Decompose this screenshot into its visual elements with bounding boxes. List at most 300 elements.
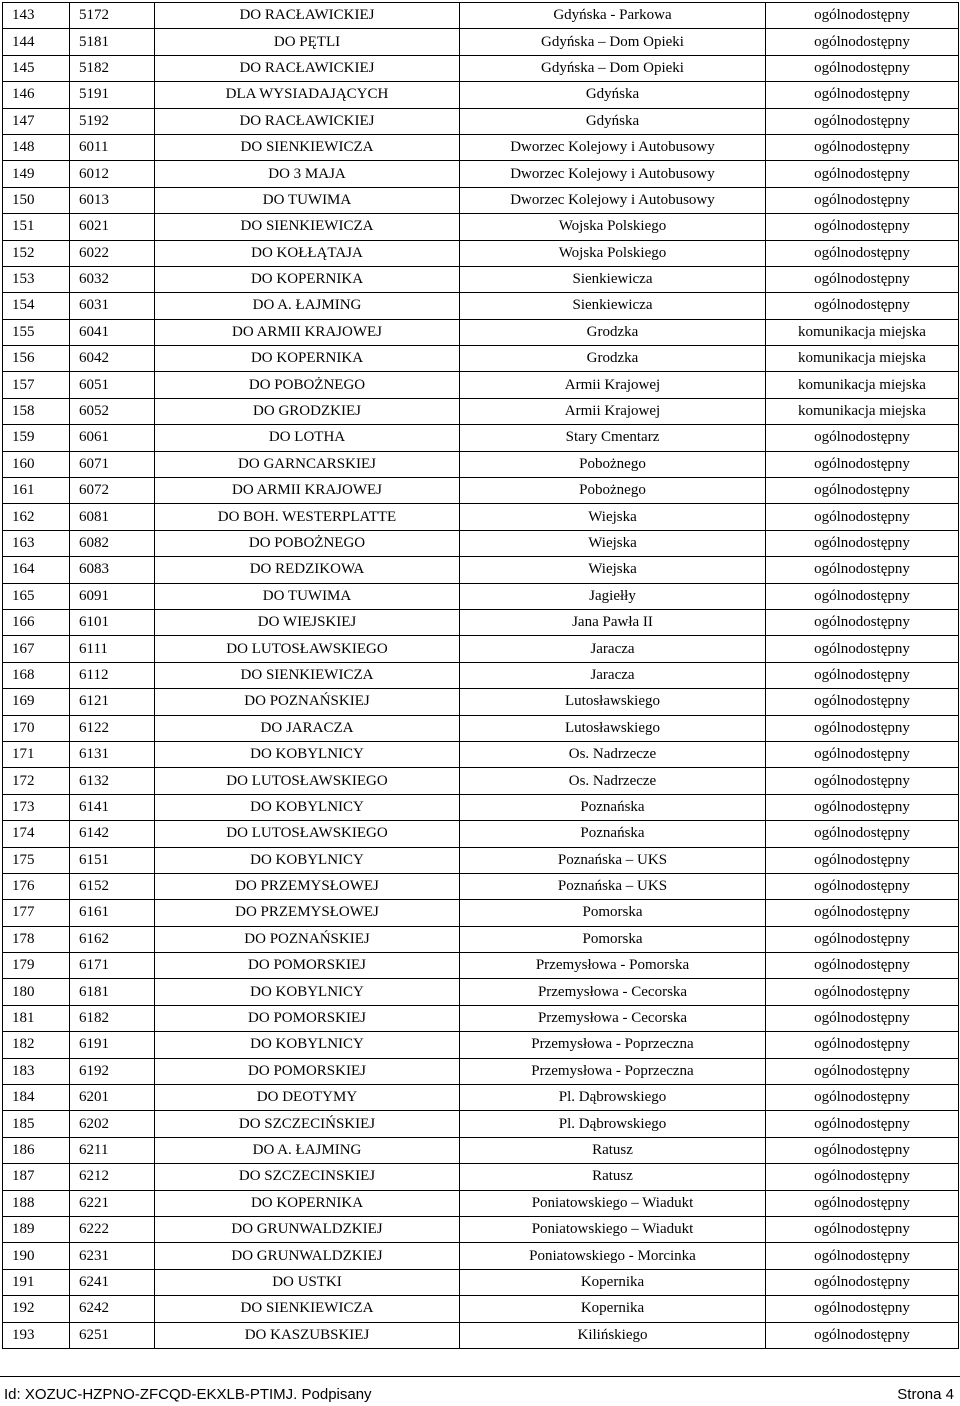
direction-cell: DO KOPERNIKA xyxy=(155,1190,460,1216)
access-type-cell: ogólnodostępny xyxy=(766,1111,959,1137)
table-row xyxy=(3,557,959,583)
access-type-cell: ogólnodostępny xyxy=(766,1296,959,1322)
row-number-cell: 189 xyxy=(3,1216,70,1242)
row-number-cell: 167 xyxy=(3,636,70,662)
stop-code-cell: 6122 xyxy=(70,715,155,741)
row-number-cell: 165 xyxy=(3,583,70,609)
table-row xyxy=(3,741,959,767)
direction-cell: DO A. ŁAJMING xyxy=(155,1137,460,1163)
table-row xyxy=(3,478,959,504)
table-row xyxy=(3,425,959,451)
access-type-cell: ogólnodostępny xyxy=(766,1085,959,1111)
street-cell: Przemysłowa - Cecorska xyxy=(460,1005,766,1031)
access-type-cell: ogólnodostępny xyxy=(766,134,959,160)
street-cell: Wiejska xyxy=(460,557,766,583)
table-row xyxy=(3,900,959,926)
street-cell: Poznańska – UKS xyxy=(460,847,766,873)
access-type-cell: ogólnodostępny xyxy=(766,794,959,820)
access-type-cell: ogólnodostępny xyxy=(766,847,959,873)
street-cell: Ratusz xyxy=(460,1164,766,1190)
row-number-cell: 168 xyxy=(3,662,70,688)
direction-cell: DO SIENKIEWICZA xyxy=(155,662,460,688)
row-number-cell: 176 xyxy=(3,873,70,899)
page-number: Strona 4 xyxy=(897,1386,954,1403)
table-row xyxy=(3,346,959,372)
access-type-cell: ogólnodostępny xyxy=(766,557,959,583)
access-type-cell: ogólnodostępny xyxy=(766,1058,959,1084)
table-row xyxy=(3,609,959,635)
row-number-cell: 154 xyxy=(3,293,70,319)
street-cell: Gdyńska – Dom Opieki xyxy=(460,55,766,81)
row-number-cell: 143 xyxy=(3,3,70,29)
stop-code-cell: 5181 xyxy=(70,29,155,55)
direction-cell: DO JARACZA xyxy=(155,715,460,741)
row-number-cell: 157 xyxy=(3,372,70,398)
footer-divider xyxy=(0,1376,960,1377)
street-cell: Poznańska xyxy=(460,821,766,847)
direction-cell: DO LUTOSŁAWSKIEGO xyxy=(155,636,460,662)
direction-cell: DO WIEJSKIEJ xyxy=(155,609,460,635)
access-type-cell: ogólnodostępny xyxy=(766,1032,959,1058)
street-cell: Ratusz xyxy=(460,1137,766,1163)
street-cell: Kopernika xyxy=(460,1269,766,1295)
stop-code-cell: 6212 xyxy=(70,1164,155,1190)
row-number-cell: 178 xyxy=(3,926,70,952)
street-cell: Sienkiewicza xyxy=(460,266,766,292)
stop-code-cell: 6202 xyxy=(70,1111,155,1137)
row-number-cell: 148 xyxy=(3,134,70,160)
access-type-cell: ogólnodostępny xyxy=(766,953,959,979)
street-cell: Gdyńska - Parkowa xyxy=(460,3,766,29)
table-row xyxy=(3,1243,959,1269)
stop-code-cell: 6111 xyxy=(70,636,155,662)
street-cell: Dworzec Kolejowy i Autobusowy xyxy=(460,134,766,160)
row-number-cell: 149 xyxy=(3,161,70,187)
direction-cell: DO GRODZKIEJ xyxy=(155,398,460,424)
row-number-cell: 187 xyxy=(3,1164,70,1190)
access-type-cell: ogólnodostępny xyxy=(766,1216,959,1242)
direction-cell: DO TUWIMA xyxy=(155,187,460,213)
row-number-cell: 181 xyxy=(3,1005,70,1031)
direction-cell: DO A. ŁAJMING xyxy=(155,293,460,319)
direction-cell: DO PRZEMYSŁOWEJ xyxy=(155,900,460,926)
street-cell: Jana Pawła II xyxy=(460,609,766,635)
access-type-cell: ogólnodostępny xyxy=(766,82,959,108)
access-type-cell: ogólnodostępny xyxy=(766,214,959,240)
table-row xyxy=(3,662,959,688)
access-type-cell: ogólnodostępny xyxy=(766,1137,959,1163)
access-type-cell: ogólnodostępny xyxy=(766,1243,959,1269)
stop-code-cell: 6061 xyxy=(70,425,155,451)
access-type-cell: ogólnodostępny xyxy=(766,821,959,847)
direction-cell: DO ARMII KRAJOWEJ xyxy=(155,319,460,345)
direction-cell: DO SIENKIEWICZA xyxy=(155,134,460,160)
access-type-cell: ogólnodostępny xyxy=(766,926,959,952)
stop-code-cell: 6222 xyxy=(70,1216,155,1242)
row-number-cell: 177 xyxy=(3,900,70,926)
table-row xyxy=(3,82,959,108)
table-row xyxy=(3,926,959,952)
stop-code-cell: 5191 xyxy=(70,82,155,108)
stop-code-cell: 6161 xyxy=(70,900,155,926)
row-number-cell: 190 xyxy=(3,1243,70,1269)
stop-code-cell: 6042 xyxy=(70,346,155,372)
street-cell: Pl. Dąbrowskiego xyxy=(460,1085,766,1111)
row-number-cell: 172 xyxy=(3,768,70,794)
direction-cell: DO POBOŻNEGO xyxy=(155,372,460,398)
access-type-cell: ogólnodostępny xyxy=(766,741,959,767)
table-row xyxy=(3,1005,959,1031)
row-number-cell: 191 xyxy=(3,1269,70,1295)
table-row xyxy=(3,873,959,899)
access-type-cell: ogólnodostępny xyxy=(766,1269,959,1295)
stop-code-cell: 6151 xyxy=(70,847,155,873)
access-type-cell: ogólnodostępny xyxy=(766,873,959,899)
street-cell: Wiejska xyxy=(460,504,766,530)
row-number-cell: 180 xyxy=(3,979,70,1005)
row-number-cell: 174 xyxy=(3,821,70,847)
bus-stops-table-body xyxy=(3,3,959,1349)
table-row xyxy=(3,161,959,187)
stop-code-cell: 6192 xyxy=(70,1058,155,1084)
street-cell: Pobożnego xyxy=(460,478,766,504)
row-number-cell: 151 xyxy=(3,214,70,240)
direction-cell: DO POBOŻNEGO xyxy=(155,530,460,556)
direction-cell: DO RACŁAWICKIEJ xyxy=(155,3,460,29)
stop-code-cell: 5182 xyxy=(70,55,155,81)
row-number-cell: 144 xyxy=(3,29,70,55)
direction-cell: DO POMORSKIEJ xyxy=(155,1005,460,1031)
access-type-cell: ogólnodostępny xyxy=(766,530,959,556)
access-type-cell: ogólnodostępny xyxy=(766,29,959,55)
access-type-cell: komunikacja miejska xyxy=(766,372,959,398)
direction-cell: DO KOBYLNICY xyxy=(155,847,460,873)
direction-cell: DO KASZUBSKIEJ xyxy=(155,1322,460,1348)
stop-code-cell: 6052 xyxy=(70,398,155,424)
stop-code-cell: 6171 xyxy=(70,953,155,979)
row-number-cell: 184 xyxy=(3,1085,70,1111)
table-row xyxy=(3,187,959,213)
row-number-cell: 152 xyxy=(3,240,70,266)
access-type-cell: ogólnodostępny xyxy=(766,504,959,530)
table-row xyxy=(3,979,959,1005)
stop-code-cell: 6081 xyxy=(70,504,155,530)
direction-cell: DO ARMII KRAJOWEJ xyxy=(155,478,460,504)
stop-code-cell: 6182 xyxy=(70,1005,155,1031)
direction-cell: DO LUTOSŁAWSKIEGO xyxy=(155,821,460,847)
row-number-cell: 155 xyxy=(3,319,70,345)
row-number-cell: 160 xyxy=(3,451,70,477)
table-row xyxy=(3,1269,959,1295)
access-type-cell: ogólnodostępny xyxy=(766,768,959,794)
row-number-cell: 158 xyxy=(3,398,70,424)
street-cell: Jaracza xyxy=(460,636,766,662)
access-type-cell: ogólnodostępny xyxy=(766,451,959,477)
table-row xyxy=(3,293,959,319)
row-number-cell: 192 xyxy=(3,1296,70,1322)
street-cell: Armii Krajowej xyxy=(460,372,766,398)
table-row xyxy=(3,794,959,820)
stop-code-cell: 6041 xyxy=(70,319,155,345)
access-type-cell: ogólnodostępny xyxy=(766,662,959,688)
stop-code-cell: 6121 xyxy=(70,689,155,715)
stop-code-cell: 6101 xyxy=(70,609,155,635)
table-row xyxy=(3,266,959,292)
stop-code-cell: 6191 xyxy=(70,1032,155,1058)
access-type-cell: ogólnodostępny xyxy=(766,240,959,266)
table-row xyxy=(3,583,959,609)
direction-cell: DO POZNAŃSKIEJ xyxy=(155,926,460,952)
direction-cell: DO BOH. WESTERPLATTE xyxy=(155,504,460,530)
row-number-cell: 147 xyxy=(3,108,70,134)
street-cell: Dworzec Kolejowy i Autobusowy xyxy=(460,161,766,187)
table-row xyxy=(3,451,959,477)
table-row xyxy=(3,134,959,160)
access-type-cell: ogólnodostępny xyxy=(766,609,959,635)
direction-cell: DO PĘTLI xyxy=(155,29,460,55)
direction-cell: DO SZCZECIŃSKIEJ xyxy=(155,1111,460,1137)
stop-code-cell: 6013 xyxy=(70,187,155,213)
access-type-cell: ogólnodostępny xyxy=(766,1164,959,1190)
access-type-cell: ogólnodostępny xyxy=(766,636,959,662)
table-row xyxy=(3,1216,959,1242)
stop-code-cell: 6251 xyxy=(70,1322,155,1348)
table-row xyxy=(3,55,959,81)
row-number-cell: 153 xyxy=(3,266,70,292)
direction-cell: DO SZCZECINSKIEJ xyxy=(155,1164,460,1190)
stop-code-cell: 6242 xyxy=(70,1296,155,1322)
table-row xyxy=(3,689,959,715)
street-cell: Przemysłowa - Cecorska xyxy=(460,979,766,1005)
direction-cell: DLA WYSIADAJĄCYCH xyxy=(155,82,460,108)
access-type-cell: ogólnodostępny xyxy=(766,293,959,319)
direction-cell: DO KOPERNIKA xyxy=(155,266,460,292)
access-type-cell: ogólnodostępny xyxy=(766,1005,959,1031)
stop-code-cell: 6162 xyxy=(70,926,155,952)
direction-cell: DO SIENKIEWICZA xyxy=(155,214,460,240)
row-number-cell: 182 xyxy=(3,1032,70,1058)
street-cell: Os. Nadrzecze xyxy=(460,768,766,794)
street-cell: Przemysłowa - Poprzeczna xyxy=(460,1032,766,1058)
table-row xyxy=(3,1111,959,1137)
row-number-cell: 193 xyxy=(3,1322,70,1348)
stop-code-cell: 6051 xyxy=(70,372,155,398)
access-type-cell: ogólnodostępny xyxy=(766,425,959,451)
direction-cell: DO GARNCARSKIEJ xyxy=(155,451,460,477)
row-number-cell: 145 xyxy=(3,55,70,81)
bus-stops-table xyxy=(2,2,959,1349)
street-cell: Armii Krajowej xyxy=(460,398,766,424)
direction-cell: DO GRUNWALDZKIEJ xyxy=(155,1216,460,1242)
street-cell: Jaracza xyxy=(460,662,766,688)
direction-cell: DO DEOTYMY xyxy=(155,1085,460,1111)
row-number-cell: 185 xyxy=(3,1111,70,1137)
stop-code-cell: 5172 xyxy=(70,3,155,29)
table-row xyxy=(3,1322,959,1348)
stop-code-cell: 6181 xyxy=(70,979,155,1005)
stop-code-cell: 6021 xyxy=(70,214,155,240)
access-type-cell: komunikacja miejska xyxy=(766,398,959,424)
row-number-cell: 175 xyxy=(3,847,70,873)
access-type-cell: komunikacja miejska xyxy=(766,346,959,372)
direction-cell: DO POMORSKIEJ xyxy=(155,953,460,979)
stop-code-cell: 6132 xyxy=(70,768,155,794)
row-number-cell: 186 xyxy=(3,1137,70,1163)
stop-code-cell: 6012 xyxy=(70,161,155,187)
table-row xyxy=(3,1296,959,1322)
table-row xyxy=(3,108,959,134)
direction-cell: DO KOBYLNICY xyxy=(155,794,460,820)
direction-cell: DO 3 MAJA xyxy=(155,161,460,187)
direction-cell: DO KOPERNIKA xyxy=(155,346,460,372)
access-type-cell: ogólnodostępny xyxy=(766,1322,959,1348)
table-row xyxy=(3,636,959,662)
direction-cell: DO SIENKIEWICZA xyxy=(155,1296,460,1322)
street-cell: Pomorska xyxy=(460,926,766,952)
stop-code-cell: 6152 xyxy=(70,873,155,899)
row-number-cell: 169 xyxy=(3,689,70,715)
row-number-cell: 166 xyxy=(3,609,70,635)
table-row xyxy=(3,1058,959,1084)
row-number-cell: 183 xyxy=(3,1058,70,1084)
street-cell: Gdyńska xyxy=(460,108,766,134)
table-row xyxy=(3,214,959,240)
table-row xyxy=(3,847,959,873)
street-cell: Stary Cmentarz xyxy=(460,425,766,451)
table-row xyxy=(3,1164,959,1190)
table-row xyxy=(3,319,959,345)
street-cell: Poznańska – UKS xyxy=(460,873,766,899)
row-number-cell: 170 xyxy=(3,715,70,741)
stop-code-cell: 6032 xyxy=(70,266,155,292)
access-type-cell: ogólnodostępny xyxy=(766,108,959,134)
street-cell: Gdyńska – Dom Opieki xyxy=(460,29,766,55)
street-cell: Grodzka xyxy=(460,319,766,345)
stop-code-cell: 6022 xyxy=(70,240,155,266)
table-row xyxy=(3,1137,959,1163)
direction-cell: DO RACŁAWICKIEJ xyxy=(155,55,460,81)
direction-cell: DO KOBYLNICY xyxy=(155,1032,460,1058)
row-number-cell: 150 xyxy=(3,187,70,213)
row-number-cell: 163 xyxy=(3,530,70,556)
table-row xyxy=(3,398,959,424)
row-number-cell: 188 xyxy=(3,1190,70,1216)
direction-cell: DO LUTOSŁAWSKIEGO xyxy=(155,768,460,794)
stop-code-cell: 6071 xyxy=(70,451,155,477)
access-type-cell: ogólnodostępny xyxy=(766,266,959,292)
direction-cell: DO LOTHA xyxy=(155,425,460,451)
direction-cell: DO POZNAŃSKIEJ xyxy=(155,689,460,715)
table-row xyxy=(3,821,959,847)
table-row xyxy=(3,3,959,29)
stop-code-cell: 6201 xyxy=(70,1085,155,1111)
street-cell: Przemysłowa - Pomorska xyxy=(460,953,766,979)
direction-cell: DO GRUNWALDZKIEJ xyxy=(155,1243,460,1269)
table-row xyxy=(3,240,959,266)
row-number-cell: 171 xyxy=(3,741,70,767)
row-number-cell: 179 xyxy=(3,953,70,979)
access-type-cell: ogólnodostępny xyxy=(766,478,959,504)
stop-code-cell: 6083 xyxy=(70,557,155,583)
street-cell: Gdyńska xyxy=(460,82,766,108)
direction-cell: DO PRZEMYSŁOWEJ xyxy=(155,873,460,899)
stop-code-cell: 6241 xyxy=(70,1269,155,1295)
street-cell: Wojska Polskiego xyxy=(460,214,766,240)
street-cell: Pobożnego xyxy=(460,451,766,477)
access-type-cell: ogólnodostępny xyxy=(766,187,959,213)
table-row xyxy=(3,715,959,741)
access-type-cell: ogólnodostępny xyxy=(766,55,959,81)
stop-code-cell: 6112 xyxy=(70,662,155,688)
access-type-cell: ogólnodostępny xyxy=(766,689,959,715)
stop-code-cell: 6011 xyxy=(70,134,155,160)
row-number-cell: 161 xyxy=(3,478,70,504)
direction-cell: DO REDZIKOWA xyxy=(155,557,460,583)
street-cell: Kopernika xyxy=(460,1296,766,1322)
table-row xyxy=(3,530,959,556)
access-type-cell: ogólnodostępny xyxy=(766,583,959,609)
stop-code-cell: 6221 xyxy=(70,1190,155,1216)
street-cell: Poznańska xyxy=(460,794,766,820)
street-cell: Pomorska xyxy=(460,900,766,926)
document-id: Id: XOZUC-HZPNO-ZFCQD-EKXLB-PTIMJ. Podpisany xyxy=(4,1386,372,1403)
direction-cell: DO POMORSKIEJ xyxy=(155,1058,460,1084)
street-cell: Jagiełły xyxy=(460,583,766,609)
street-cell: Wojska Polskiego xyxy=(460,240,766,266)
direction-cell: DO RACŁAWICKIEJ xyxy=(155,108,460,134)
stop-code-cell: 6142 xyxy=(70,821,155,847)
street-cell: Poniatowskiego - Morcinka xyxy=(460,1243,766,1269)
stop-code-cell: 6072 xyxy=(70,478,155,504)
direction-cell: DO KOBYLNICY xyxy=(155,979,460,1005)
street-cell: Grodzka xyxy=(460,346,766,372)
street-cell: Os. Nadrzecze xyxy=(460,741,766,767)
access-type-cell: ogólnodostępny xyxy=(766,161,959,187)
access-type-cell: ogólnodostępny xyxy=(766,715,959,741)
stop-code-cell: 6131 xyxy=(70,741,155,767)
row-number-cell: 164 xyxy=(3,557,70,583)
stop-code-cell: 6091 xyxy=(70,583,155,609)
row-number-cell: 146 xyxy=(3,82,70,108)
stop-code-cell: 6211 xyxy=(70,1137,155,1163)
direction-cell: DO KOŁŁĄTAJA xyxy=(155,240,460,266)
access-type-cell: ogólnodostępny xyxy=(766,979,959,1005)
table-row xyxy=(3,768,959,794)
street-cell: Lutosławskiego xyxy=(460,689,766,715)
direction-cell: DO KOBYLNICY xyxy=(155,741,460,767)
table-row xyxy=(3,504,959,530)
access-type-cell: ogólnodostępny xyxy=(766,1190,959,1216)
stop-code-cell: 6231 xyxy=(70,1243,155,1269)
table-row xyxy=(3,372,959,398)
direction-cell: DO USTKI xyxy=(155,1269,460,1295)
row-number-cell: 156 xyxy=(3,346,70,372)
street-cell: Pl. Dąbrowskiego xyxy=(460,1111,766,1137)
table-row xyxy=(3,1032,959,1058)
street-cell: Przemysłowa - Poprzeczna xyxy=(460,1058,766,1084)
street-cell: Poniatowskiego – Wiadukt xyxy=(460,1216,766,1242)
direction-cell: DO TUWIMA xyxy=(155,583,460,609)
table-row xyxy=(3,953,959,979)
stop-code-cell: 6031 xyxy=(70,293,155,319)
stop-code-cell: 5192 xyxy=(70,108,155,134)
street-cell: Lutosławskiego xyxy=(460,715,766,741)
table-row xyxy=(3,1085,959,1111)
street-cell: Wiejska xyxy=(460,530,766,556)
table-row xyxy=(3,29,959,55)
row-number-cell: 162 xyxy=(3,504,70,530)
access-type-cell: ogólnodostępny xyxy=(766,900,959,926)
